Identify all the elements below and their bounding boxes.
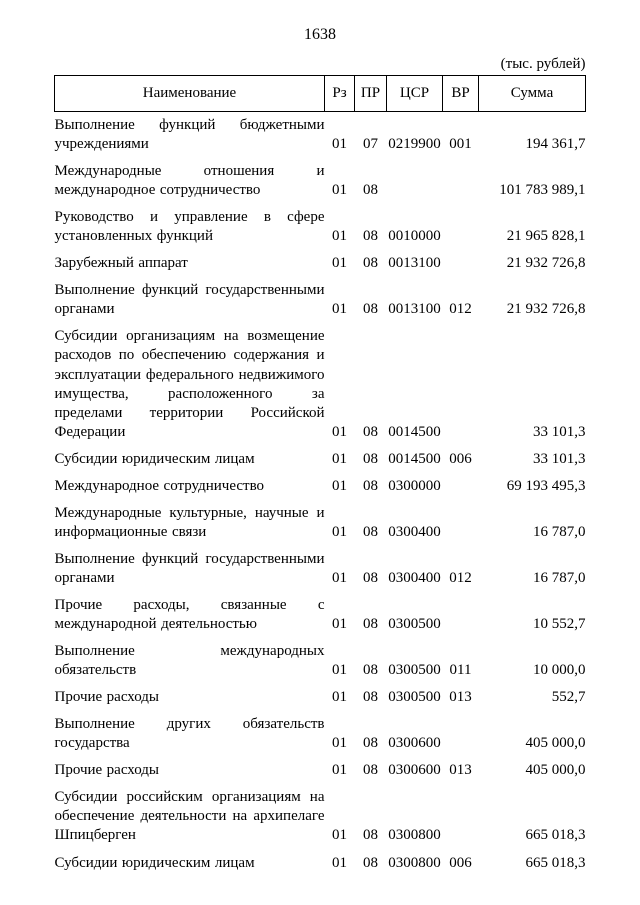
cell-csr: 0300500: [388, 689, 441, 706]
cell-name: Выполнение международных обязательств: [54, 643, 325, 679]
column-header-vr: ВР: [443, 76, 479, 112]
cell-sum: 665 018,3: [525, 827, 586, 844]
cell-rz: 01: [332, 662, 347, 679]
cell-name: Выполнение функций государственными органами: [54, 282, 325, 318]
cell-csr: 0300800: [388, 854, 441, 871]
cell-pr: 08: [363, 762, 378, 779]
cell-vr: [443, 158, 479, 204]
cell-rz: 01: [332, 735, 347, 752]
cell-name: Международное сотрудничество: [54, 477, 265, 494]
cell-sum: 21 965 828,1: [506, 228, 586, 245]
cell-sum: 552,7: [551, 689, 586, 706]
cell-csr: 0300600: [388, 735, 441, 752]
cell-sum: 16 787,0: [533, 523, 586, 540]
cell-rz: 01: [332, 762, 347, 779]
cell-name: Международные культурные, научные и информационные связи: [54, 504, 325, 540]
table-row: [55, 684, 586, 711]
cell-rz: 01: [332, 569, 347, 586]
cell-rz: 01: [332, 423, 347, 440]
cell-csr: 0300600: [388, 762, 441, 779]
table-row: [55, 500, 586, 546]
cell-name: Прочие расходы: [54, 762, 159, 779]
cell-rz: 01: [332, 523, 347, 540]
cell-csr: 0013100: [388, 255, 441, 272]
cell-rz: 01: [332, 136, 347, 153]
cell-pr: 08: [363, 423, 378, 440]
cell-rz: 01: [332, 616, 347, 633]
cell-sum: 665 018,3: [525, 854, 586, 871]
table-header-row: [55, 76, 586, 112]
cell-vr: 001: [449, 136, 472, 153]
cell-rz: 01: [332, 689, 347, 706]
cell-pr: 08: [363, 182, 378, 199]
cell-rz: 01: [332, 255, 347, 272]
table-row: [55, 784, 586, 849]
cell-csr: 0300000: [388, 477, 441, 494]
units-note: (тыс. рублей): [500, 56, 586, 72]
cell-pr: 08: [363, 854, 378, 871]
cell-vr: 012: [449, 569, 472, 586]
cell-rz: 01: [332, 228, 347, 245]
cell-pr: 08: [363, 477, 378, 494]
cell-csr: 0300400: [388, 569, 441, 586]
cell-name: Выполнение функций бюджетными учреждениями: [54, 117, 325, 153]
cell-pr: 08: [363, 301, 378, 318]
cell-vr: 006: [449, 854, 472, 871]
cell-sum: 33 101,3: [533, 450, 586, 467]
cell-rz: 01: [332, 827, 347, 844]
cell-name: Субсидии юридическим лицам: [54, 854, 255, 871]
cell-sum: 33 101,3: [533, 423, 586, 440]
cell-name: Выполнение функций государственными органами: [54, 550, 325, 586]
cell-csr: 0219900: [388, 136, 441, 153]
cell-rz: 01: [332, 854, 347, 871]
cell-pr: 08: [363, 228, 378, 245]
cell-rz: 01: [332, 301, 347, 318]
cell-vr: [443, 473, 479, 500]
table-row: [55, 323, 586, 445]
table-row: [55, 277, 586, 323]
cell-csr: 0300400: [388, 523, 441, 540]
cell-pr: 08: [363, 827, 378, 844]
cell-sum: 21 932 726,8: [506, 301, 586, 318]
cell-vr: [443, 592, 479, 638]
table-row: [55, 473, 586, 500]
table-row: [55, 546, 586, 592]
cell-vr: 013: [449, 689, 472, 706]
cell-csr: 0300500: [388, 616, 441, 633]
cell-vr: [443, 250, 479, 277]
column-header-pr: ПР: [355, 76, 387, 112]
cell-csr: 0300500: [388, 662, 441, 679]
column-header-csr: ЦСР: [387, 76, 443, 112]
cell-sum: 10 552,7: [533, 616, 586, 633]
cell-pr: 08: [363, 450, 378, 467]
cell-vr: [443, 711, 479, 757]
cell-pr: 08: [363, 616, 378, 633]
cell-name: Руководство и управление в сфере установленных функций: [54, 209, 325, 245]
cell-pr: 08: [363, 689, 378, 706]
cell-pr: 08: [363, 569, 378, 586]
table-body: [55, 112, 586, 877]
cell-vr: 011: [449, 662, 472, 679]
cell-name: Субсидии российским организациям на обеспечение деятельности на архипелаге Шпицберген: [54, 789, 325, 844]
column-header-sum: Сумма: [479, 76, 586, 112]
table-row: [55, 711, 586, 757]
table-row: [55, 850, 586, 877]
budget-table: [54, 75, 586, 877]
column-header-name: Наименование: [55, 76, 325, 112]
cell-vr: 013: [449, 762, 472, 779]
cell-csr: 0300800: [388, 827, 441, 844]
column-header-rz: Рз: [325, 76, 355, 112]
cell-csr: [387, 158, 443, 204]
table-row: [55, 638, 586, 684]
cell-vr: 006: [449, 450, 472, 467]
cell-vr: [443, 323, 479, 445]
cell-pr: 08: [363, 523, 378, 540]
cell-sum: 405 000,0: [525, 762, 586, 779]
table-row: [55, 158, 586, 204]
cell-sum: 194 361,7: [525, 136, 586, 153]
cell-name: Зарубежный аппарат: [54, 255, 188, 272]
cell-name: Международные отношения и международное сотрудничество: [54, 163, 325, 199]
cell-name: Прочие расходы: [54, 689, 159, 706]
table-row: [55, 446, 586, 473]
cell-rz: 01: [332, 182, 347, 199]
cell-name: Выполнение других обязательств государства: [54, 716, 325, 752]
cell-vr: 012: [449, 301, 472, 318]
page-number: 1638: [304, 26, 336, 43]
cell-sum: 69 193 495,3: [506, 477, 586, 494]
table-row: [55, 204, 586, 250]
cell-vr: [443, 204, 479, 250]
cell-csr: 0014500: [388, 423, 441, 440]
cell-sum: 405 000,0: [525, 735, 586, 752]
cell-pr: 07: [363, 136, 378, 153]
cell-sum: 101 783 989,1: [499, 182, 586, 199]
table-row: [55, 757, 586, 784]
cell-name: Прочие расходы, связанные с международной деятельностью: [54, 596, 325, 633]
cell-csr: 0014500: [388, 450, 441, 467]
cell-pr: 08: [363, 735, 378, 752]
table-row: [55, 112, 586, 159]
cell-vr: [443, 784, 479, 849]
cell-vr: [443, 500, 479, 546]
cell-pr: 08: [363, 255, 378, 272]
cell-rz: 01: [332, 477, 347, 494]
cell-sum: 21 932 726,8: [506, 255, 586, 272]
cell-csr: 0013100: [388, 301, 441, 318]
cell-sum: 16 787,0: [533, 569, 586, 586]
table-row: [55, 250, 586, 277]
table-row: [55, 592, 586, 638]
cell-name: Субсидии юридическим лицам: [54, 450, 255, 467]
cell-csr: 0010000: [388, 228, 441, 245]
cell-rz: 01: [332, 450, 347, 467]
cell-sum: 10 000,0: [533, 662, 586, 679]
cell-pr: 08: [363, 662, 378, 679]
cell-name: Субсидии организациям на возмещение расходов по обеспечению содержания и эксплуатации федерального недвижимого имущества, расположенного за пределами территории Российской Федерации: [54, 328, 325, 440]
